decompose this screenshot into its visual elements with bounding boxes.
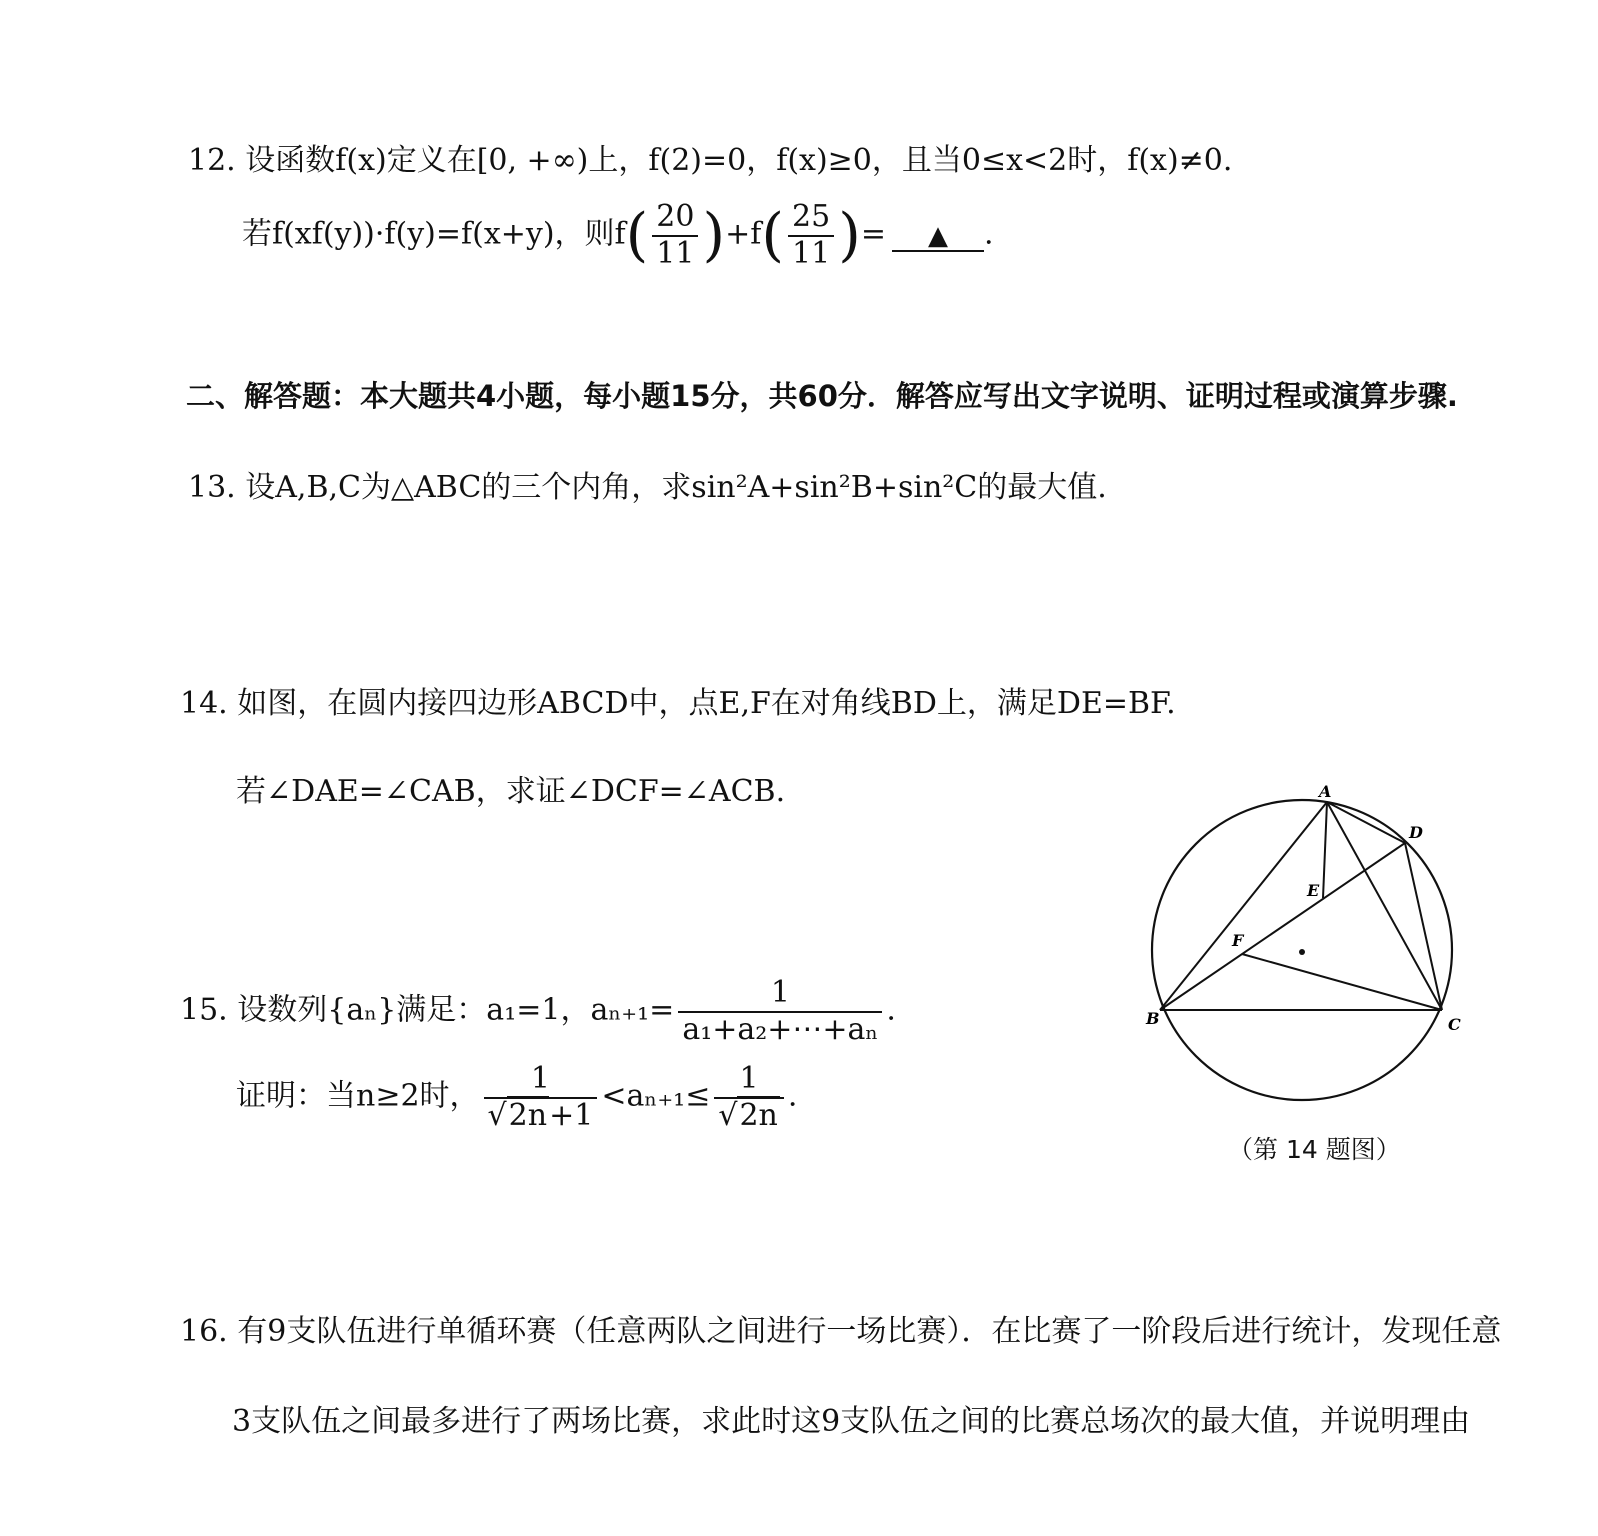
segment-AE xyxy=(1323,802,1327,898)
right-paren: ) xyxy=(838,200,861,269)
label-C: C xyxy=(1448,1015,1461,1034)
label-E: E xyxy=(1307,881,1320,900)
q12-fraction-1 xyxy=(652,200,698,271)
q12-line1 xyxy=(188,143,1232,179)
sqrt-radicand: 2n xyxy=(508,1097,548,1133)
q12-fraction-2 xyxy=(788,200,834,271)
q15-end2: . xyxy=(787,1078,798,1114)
q16-number: 16. xyxy=(180,1314,228,1349)
fraction-denominator: a₁+a₂+⋯+aₙ xyxy=(682,1011,879,1047)
sqrt-radicand: 2n xyxy=(739,1097,778,1133)
label-D: D xyxy=(1409,823,1423,842)
fraction-denominator: √2n xyxy=(718,1097,778,1133)
fraction-numerator: 20 xyxy=(652,200,698,237)
q13-line xyxy=(188,470,1107,506)
segment-FC xyxy=(1242,954,1442,1010)
q15-end: . xyxy=(886,992,896,1028)
answer-blank xyxy=(892,220,984,252)
segment-AB xyxy=(1160,802,1327,1010)
q13-number: 13. xyxy=(188,470,236,505)
fraction-numerator: 1 xyxy=(714,1062,784,1099)
q15-lower-bound-fraction xyxy=(484,1062,598,1133)
q15-prove-prefix: 证明：当n≥2时， xyxy=(236,1078,480,1114)
fraction-numerator: 25 xyxy=(788,200,834,237)
fraction-denominator: 11 xyxy=(656,235,695,271)
q14-figure-caption: （第 14 题图） xyxy=(1228,1135,1401,1164)
q16-statement-line1: 有9支队伍进行单循环赛（任意两队之间进行一场比赛）．在比赛了一阶段后进行统计，发现任意 xyxy=(237,1314,1502,1349)
section-heading xyxy=(186,379,1458,414)
q16-line1 xyxy=(180,1314,1501,1350)
fraction-denominator: √2n+1 xyxy=(487,1097,594,1133)
fraction-numerator: 1 xyxy=(484,1062,598,1099)
q14-line2 xyxy=(236,774,785,810)
q15-line1 xyxy=(180,976,896,1047)
denominator-tail: +1 xyxy=(549,1097,594,1133)
fraction-denominator: 11 xyxy=(792,235,831,271)
right-paren: ) xyxy=(702,200,726,269)
section-heading-text: 二、解答题：本大题共4小题，每小题15分，共60分．解答应写出文字说明、证明过程或演算步骤. xyxy=(186,379,1458,413)
label-B: B xyxy=(1146,1009,1160,1028)
circle-center-dot xyxy=(1299,949,1305,955)
q13-statement: 设A,B,C为△ABC的三个内角，求sin²A+sin²B+sin²C的最大值. xyxy=(245,470,1107,505)
q12-number: 12. xyxy=(188,143,236,178)
q12-plus-f: +f xyxy=(725,216,762,252)
q14-figure xyxy=(1146,780,1472,1110)
q12-condition: 若f(xf(y))·f(y)=f(x+y)，则f xyxy=(242,216,626,252)
q14-line1 xyxy=(180,686,1176,722)
q14-statement: 如图，在圆内接四边形ABCD中，点E,F在对角线BD上，满足DE=BF. xyxy=(237,686,1176,721)
q14-condition: 若∠DAE=∠CAB，求证∠DCF=∠ACB. xyxy=(236,774,786,809)
q15-line2 xyxy=(236,1062,797,1133)
q15-recurrence-fraction xyxy=(678,976,882,1047)
fraction-numerator: 1 xyxy=(678,976,882,1013)
left-paren: ( xyxy=(625,200,649,269)
q15-upper-bound-fraction xyxy=(714,1062,784,1133)
label-F: F xyxy=(1232,931,1244,950)
left-paren: ( xyxy=(761,200,785,269)
q15-number: 15. xyxy=(180,992,228,1028)
q16-line2 xyxy=(232,1404,1470,1440)
q12-end: . xyxy=(983,216,994,252)
q14-number: 14. xyxy=(180,686,228,721)
label-A: A xyxy=(1319,782,1332,801)
q12-equals: = xyxy=(860,216,886,252)
q12-line2 xyxy=(242,200,994,271)
segment-BD xyxy=(1160,843,1405,1010)
q15-intro: 设数列{aₙ}满足：a₁=1，aₙ₊₁= xyxy=(237,992,675,1028)
triangle-marker-icon: ▲ xyxy=(927,220,948,251)
q12-statement: 设函数f(x)定义在[0, +∞)上，f(2)=0，f(x)≥0，且当0≤x<2时，f(x)≠0. xyxy=(245,143,1233,178)
q16-statement-line2: 3支队伍之间最多进行了两场比赛，求此时这9支队伍之间的比赛总场次的最大值，并说明理由 xyxy=(232,1404,1471,1439)
segment-DC xyxy=(1405,843,1442,1010)
q15-middle: <aₙ₊₁≤ xyxy=(601,1078,711,1114)
